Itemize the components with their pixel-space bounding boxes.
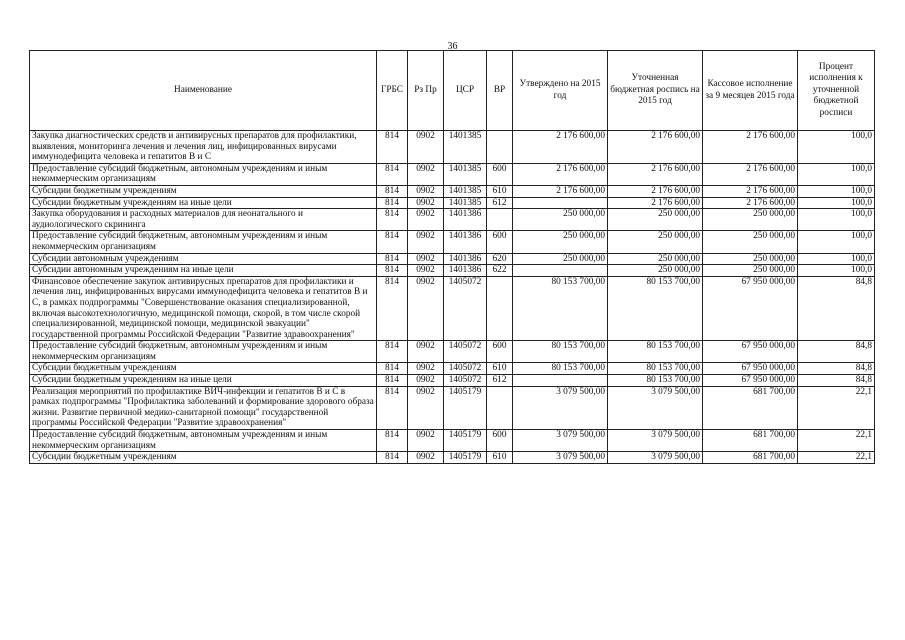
cell-rzpr: 0902 [408, 231, 444, 253]
cell-grbs: 814 [377, 197, 408, 209]
cell-cash: 2 176 600,00 [703, 163, 798, 185]
cell-approved: 2 176 600,00 [513, 131, 608, 164]
cell-approved [513, 375, 608, 387]
cell-cash: 67 950 000,00 [703, 341, 798, 363]
cell-name: Предоставление субсидий бюджетным, автономным учреждениям и иным некоммерческим организациям [30, 430, 377, 452]
cell-name: Финансовое обеспечение закупок антивирусных препаратов для профилактики и лечения лиц, инфицированных вирусами иммунодефицита человека и гепатитов В и С, в рамках подпрограммы "Совершенствование оказания специализированной, включая высокотехнологичную, медицинской помощи, скорой, в том числе скорой специализированной, медицинской помощи, медицинской эвакуации" государственной программы Российской Федерации "Развитие здравоохранения" [30, 276, 377, 341]
cell-refined: 80 153 700,00 [608, 363, 703, 375]
cell-refined: 250 000,00 [608, 265, 703, 277]
cell-refined: 250 000,00 [608, 231, 703, 253]
table-row [30, 375, 875, 387]
cell-approved: 250 000,00 [513, 253, 608, 265]
cell-grbs: 814 [377, 209, 408, 231]
cell-csr: 1405072 [444, 375, 487, 387]
cell-name: Субсидии бюджетным учреждениям [30, 185, 377, 197]
cell-refined: 250 000,00 [608, 253, 703, 265]
table-row [30, 363, 875, 375]
cell-cash: 681 700,00 [703, 430, 798, 452]
cell-vr: 600 [487, 341, 513, 363]
cell-percent: 100,0 [798, 197, 875, 209]
cell-approved: 2 176 600,00 [513, 163, 608, 185]
cell-grbs: 814 [377, 452, 408, 464]
cell-refined: 2 176 600,00 [608, 197, 703, 209]
cell-rzpr: 0902 [408, 209, 444, 231]
header-row [30, 51, 875, 131]
cell-name: Предоставление субсидий бюджетным, автономным учреждениям и иным некоммерческим организациям [30, 163, 377, 185]
header-percent: Процент исполнения к уточненной бюджетной росписи [798, 51, 875, 131]
cell-rzpr: 0902 [408, 363, 444, 375]
cell-csr: 1405179 [444, 386, 487, 429]
cell-grbs: 814 [377, 276, 408, 341]
cell-percent: 100,0 [798, 131, 875, 164]
cell-vr: 600 [487, 231, 513, 253]
cell-approved: 3 079 500,00 [513, 386, 608, 429]
cell-approved: 2 176 600,00 [513, 185, 608, 197]
cell-percent: 100,0 [798, 265, 875, 277]
cell-grbs: 814 [377, 341, 408, 363]
cell-percent: 22,1 [798, 430, 875, 452]
cell-csr: 1405179 [444, 430, 487, 452]
table-row [30, 265, 875, 277]
cell-refined: 2 176 600,00 [608, 185, 703, 197]
table-row [30, 185, 875, 197]
table-row [30, 197, 875, 209]
cell-rzpr: 0902 [408, 253, 444, 265]
cell-percent: 100,0 [798, 163, 875, 185]
table-row [30, 253, 875, 265]
header-rzpr: Рз Пр [408, 51, 444, 131]
cell-name: Предоставление субсидий бюджетным, автономным учреждениям и иным некоммерческим организациям [30, 231, 377, 253]
cell-rzpr: 0902 [408, 163, 444, 185]
cell-name: Закупка диагностических средств и антивирусных препаратов для профилактики, выявления, мониторинга лечения и лечения лиц, инфицированных вирусами иммунодефицита человека и гепатитов В и С [30, 131, 377, 164]
cell-percent: 100,0 [798, 185, 875, 197]
cell-name: Закупка оборудования и расходных материалов для неонатального и аудиологического скрининга [30, 209, 377, 231]
table-row [30, 163, 875, 185]
cell-vr [487, 276, 513, 341]
cell-name: Субсидии бюджетным учреждениям [30, 363, 377, 375]
cell-cash: 250 000,00 [703, 265, 798, 277]
cell-rzpr: 0902 [408, 276, 444, 341]
table-row [30, 341, 875, 363]
cell-csr: 1401385 [444, 197, 487, 209]
cell-cash: 2 176 600,00 [703, 185, 798, 197]
cell-vr: 610 [487, 452, 513, 464]
header-grbs: ГРБС [377, 51, 408, 131]
cell-csr: 1401386 [444, 265, 487, 277]
cell-vr: 600 [487, 430, 513, 452]
cell-rzpr: 0902 [408, 430, 444, 452]
cell-vr: 600 [487, 163, 513, 185]
cell-percent: 84,8 [798, 276, 875, 341]
cell-grbs: 814 [377, 430, 408, 452]
cell-grbs: 814 [377, 265, 408, 277]
cell-rzpr: 0902 [408, 375, 444, 387]
cell-cash: 67 950 000,00 [703, 276, 798, 341]
cell-percent: 22,1 [798, 452, 875, 464]
header-refined: Уточненная бюджетная роспись на 2015 год [608, 51, 703, 131]
cell-csr: 1405072 [444, 363, 487, 375]
cell-cash: 250 000,00 [703, 253, 798, 265]
table-row [30, 231, 875, 253]
cell-cash: 2 176 600,00 [703, 197, 798, 209]
cell-vr: 610 [487, 185, 513, 197]
cell-percent: 100,0 [798, 209, 875, 231]
cell-refined: 80 153 700,00 [608, 375, 703, 387]
cell-vr [487, 209, 513, 231]
cell-grbs: 814 [377, 231, 408, 253]
cell-vr: 620 [487, 253, 513, 265]
cell-cash: 67 950 000,00 [703, 375, 798, 387]
page-number: 36 [447, 41, 458, 52]
cell-csr: 1405072 [444, 341, 487, 363]
cell-rzpr: 0902 [408, 185, 444, 197]
cell-cash: 250 000,00 [703, 231, 798, 253]
table-row [30, 276, 875, 341]
cell-approved: 250 000,00 [513, 231, 608, 253]
cell-cash: 681 700,00 [703, 386, 798, 429]
cell-approved: 3 079 500,00 [513, 452, 608, 464]
budget-table [29, 50, 875, 464]
cell-rzpr: 0902 [408, 386, 444, 429]
cell-approved: 80 153 700,00 [513, 276, 608, 341]
cell-refined: 80 153 700,00 [608, 341, 703, 363]
table-row [30, 131, 875, 164]
cell-csr: 1401385 [444, 163, 487, 185]
cell-cash: 250 000,00 [703, 209, 798, 231]
cell-vr: 610 [487, 363, 513, 375]
cell-percent: 100,0 [798, 253, 875, 265]
cell-vr: 612 [487, 375, 513, 387]
cell-refined: 2 176 600,00 [608, 163, 703, 185]
cell-csr: 1401385 [444, 185, 487, 197]
cell-vr: 612 [487, 197, 513, 209]
cell-refined: 3 079 500,00 [608, 386, 703, 429]
cell-name: Субсидии автономным учреждениям [30, 253, 377, 265]
cell-approved: 80 153 700,00 [513, 363, 608, 375]
cell-vr [487, 386, 513, 429]
cell-csr: 1401386 [444, 253, 487, 265]
cell-refined: 3 079 500,00 [608, 452, 703, 464]
cell-percent: 84,8 [798, 363, 875, 375]
table-row [30, 386, 875, 429]
header-name: Наименование [30, 51, 377, 131]
cell-name: Субсидии бюджетным учреждениям [30, 452, 377, 464]
cell-rzpr: 0902 [408, 131, 444, 164]
cell-cash: 67 950 000,00 [703, 363, 798, 375]
cell-csr: 1405179 [444, 452, 487, 464]
cell-vr: 622 [487, 265, 513, 277]
cell-percent: 84,8 [798, 341, 875, 363]
cell-rzpr: 0902 [408, 341, 444, 363]
cell-grbs: 814 [377, 363, 408, 375]
cell-cash: 2 176 600,00 [703, 131, 798, 164]
cell-percent: 22,1 [798, 386, 875, 429]
cell-approved: 3 079 500,00 [513, 430, 608, 452]
cell-refined: 80 153 700,00 [608, 276, 703, 341]
cell-csr: 1405072 [444, 276, 487, 341]
header-cash: Кассовое исполнение за 9 месяцев 2015 года [703, 51, 798, 131]
cell-rzpr: 0902 [408, 197, 444, 209]
cell-name: Субсидии бюджетным учреждениям на иные цели [30, 197, 377, 209]
cell-approved: 250 000,00 [513, 209, 608, 231]
cell-approved [513, 197, 608, 209]
cell-approved [513, 265, 608, 277]
header-approved: Утверждено на 2015 год [513, 51, 608, 131]
cell-grbs: 814 [377, 131, 408, 164]
cell-grbs: 814 [377, 253, 408, 265]
table-row [30, 430, 875, 452]
cell-approved: 80 153 700,00 [513, 341, 608, 363]
cell-csr: 1401386 [444, 209, 487, 231]
cell-csr: 1401385 [444, 131, 487, 164]
cell-rzpr: 0902 [408, 452, 444, 464]
cell-vr [487, 131, 513, 164]
cell-percent: 84,8 [798, 375, 875, 387]
cell-grbs: 814 [377, 185, 408, 197]
table-row [30, 209, 875, 231]
cell-rzpr: 0902 [408, 265, 444, 277]
cell-name: Предоставление субсидий бюджетным, автономным учреждениям и иным некоммерческим организациям [30, 341, 377, 363]
cell-name: Субсидии бюджетным учреждениям на иные цели [30, 375, 377, 387]
header-vr: ВР [487, 51, 513, 131]
cell-refined: 3 079 500,00 [608, 430, 703, 452]
cell-grbs: 814 [377, 386, 408, 429]
cell-refined: 250 000,00 [608, 209, 703, 231]
header-csr: ЦСР [444, 51, 487, 131]
cell-grbs: 814 [377, 163, 408, 185]
cell-refined: 2 176 600,00 [608, 131, 703, 164]
cell-cash: 681 700,00 [703, 452, 798, 464]
cell-grbs: 814 [377, 375, 408, 387]
cell-name: Реализация мероприятий по профилактике ВИЧ-инфекции и гепатитов В и С в рамках подпрограммы "Профилактика заболеваний и формирование здорового образа жизни. Развитие первичной медико-санитарной помощи" государственной программы Российской Федерации "Развитие здравоохранения" [30, 386, 377, 429]
cell-csr: 1401386 [444, 231, 487, 253]
cell-percent: 100,0 [798, 231, 875, 253]
table-row [30, 452, 875, 464]
cell-name: Субсидии автономным учреждениям на иные цели [30, 265, 377, 277]
